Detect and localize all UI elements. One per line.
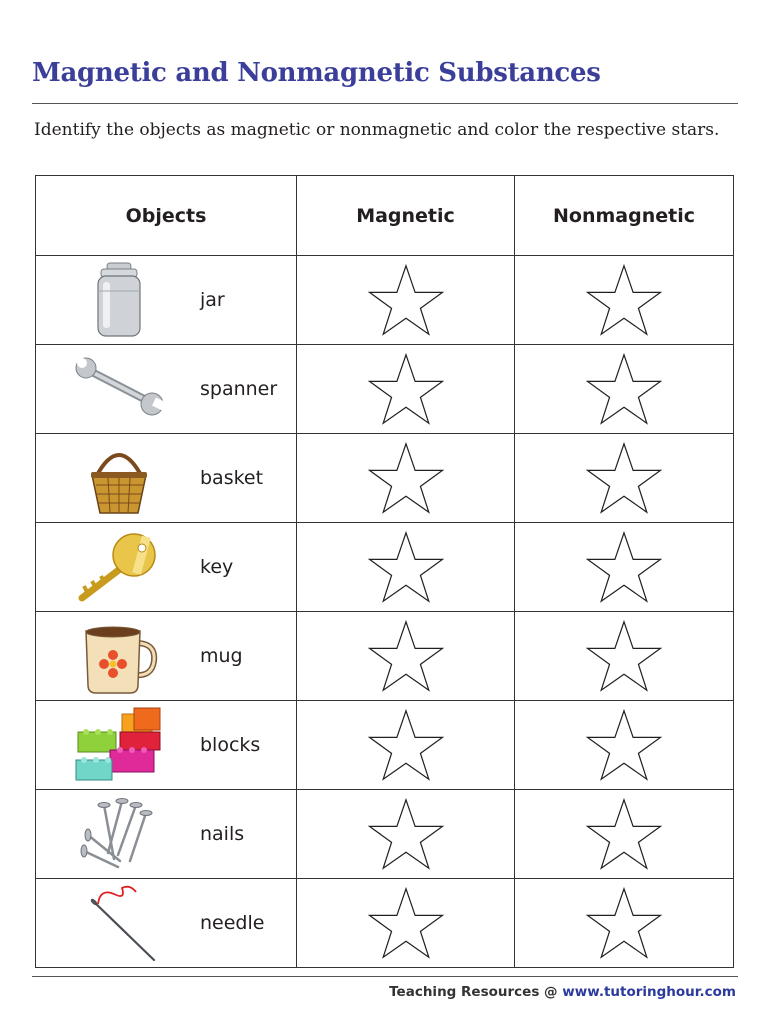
nonmagnetic-star-cell [515, 612, 734, 701]
column-header-objects: Objects [36, 176, 297, 256]
magnetic-star-icon[interactable] [368, 352, 444, 426]
page-title: Magnetic and Nonmagnetic Substances [32, 58, 601, 88]
table-row [36, 701, 734, 790]
object-name: needle [200, 912, 265, 934]
nonmagnetic-star-icon[interactable] [586, 708, 662, 782]
magnetic-star-cell [297, 612, 515, 701]
jar-icon [74, 261, 164, 339]
mug-icon [74, 617, 164, 695]
object-cell [36, 523, 297, 612]
object-cell [36, 345, 297, 434]
table-row [36, 434, 734, 523]
magnetic-star-cell [297, 256, 515, 345]
object-name: spanner [200, 378, 278, 400]
table-row [36, 345, 734, 434]
magnetic-star-cell [297, 434, 515, 523]
object-name: key [200, 556, 234, 578]
spanner-icon [74, 350, 164, 428]
nonmagnetic-star-cell [515, 790, 734, 879]
table-row [36, 612, 734, 701]
instructions: Identify the objects as magnetic or nonmagnetic and color the respective stars. [34, 120, 720, 140]
magnetic-star-cell [297, 701, 515, 790]
magnetic-star-icon[interactable] [368, 797, 444, 871]
footer-divider [32, 976, 738, 977]
object-cell [36, 256, 297, 345]
magnetic-star-icon[interactable] [368, 530, 444, 604]
nonmagnetic-star-cell [515, 701, 734, 790]
nonmagnetic-star-icon[interactable] [586, 530, 662, 604]
needle-icon [74, 884, 164, 962]
object-name: mug [200, 645, 243, 667]
object-cell [36, 701, 297, 790]
basket-icon [74, 439, 164, 517]
object-cell [36, 879, 297, 968]
footer-link[interactable]: www.tutoringhour.com [562, 984, 736, 1000]
object-cell [36, 612, 297, 701]
title-divider [32, 103, 738, 104]
nonmagnetic-star-icon[interactable] [586, 263, 662, 337]
worksheet-table [35, 175, 734, 968]
nonmagnetic-star-icon[interactable] [586, 352, 662, 426]
key-icon [74, 528, 164, 606]
nonmagnetic-star-icon[interactable] [586, 619, 662, 693]
footer [389, 984, 736, 1000]
nonmagnetic-star-cell [515, 523, 734, 612]
magnetic-star-icon[interactable] [368, 263, 444, 337]
table-row [36, 879, 734, 968]
magnetic-star-cell [297, 879, 515, 968]
nonmagnetic-star-icon[interactable] [586, 441, 662, 515]
table-row [36, 523, 734, 612]
magnetic-star-icon[interactable] [368, 619, 444, 693]
nonmagnetic-star-cell [515, 434, 734, 523]
object-name: basket [200, 467, 264, 489]
nonmagnetic-star-cell [515, 256, 734, 345]
header-row [36, 176, 734, 256]
magnetic-star-cell [297, 523, 515, 612]
magnetic-star-icon[interactable] [368, 441, 444, 515]
nonmagnetic-star-icon[interactable] [586, 886, 662, 960]
table-row [36, 256, 734, 345]
object-name: blocks [200, 734, 261, 756]
footer-label: Teaching Resources @ [389, 984, 563, 1000]
table-row [36, 790, 734, 879]
magnetic-star-cell [297, 345, 515, 434]
column-header-magnetic: Magnetic [297, 176, 515, 256]
blocks-icon [74, 706, 164, 784]
object-name: nails [200, 823, 245, 845]
nonmagnetic-star-cell [515, 879, 734, 968]
nails-icon [74, 795, 164, 873]
magnetic-star-icon[interactable] [368, 886, 444, 960]
magnetic-star-icon[interactable] [368, 708, 444, 782]
column-header-nonmagnetic: Nonmagnetic [515, 176, 734, 256]
magnetic-star-cell [297, 790, 515, 879]
object-name: jar [200, 289, 225, 311]
nonmagnetic-star-cell [515, 345, 734, 434]
object-cell [36, 790, 297, 879]
nonmagnetic-star-icon[interactable] [586, 797, 662, 871]
object-cell [36, 434, 297, 523]
